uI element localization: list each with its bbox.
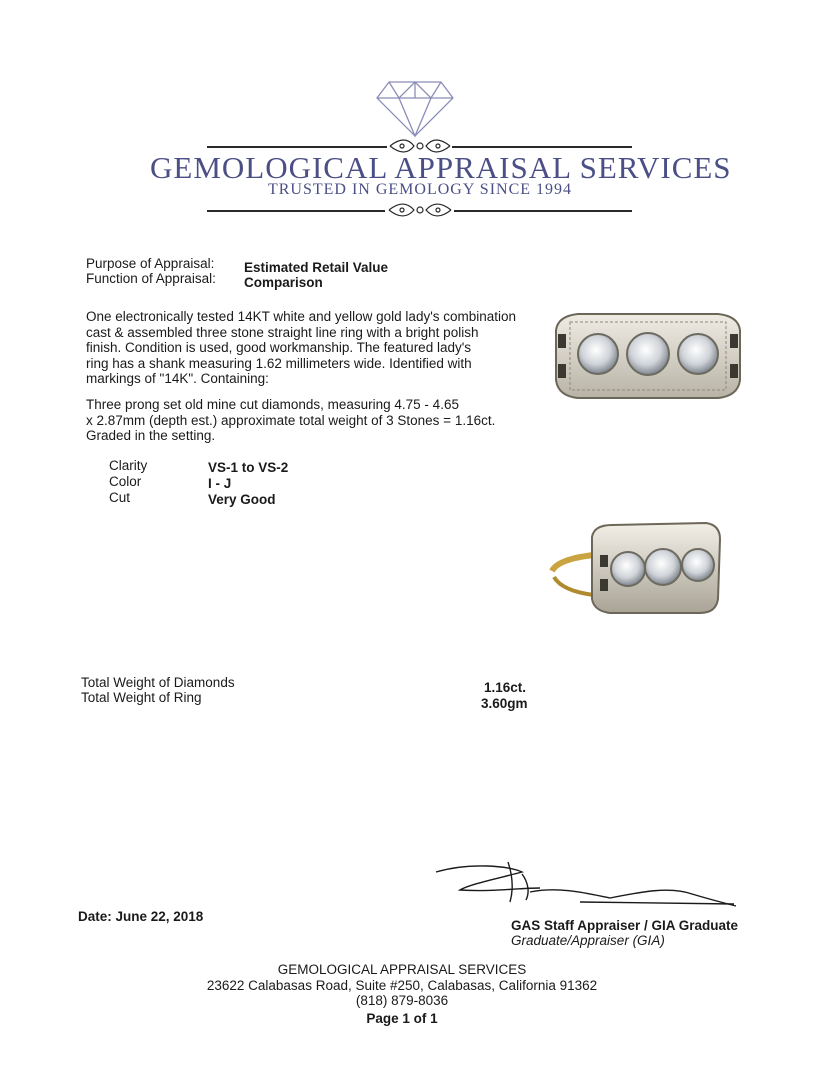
- color-label: Color: [109, 474, 142, 489]
- total-diamonds-label: Total Weight of Diamonds: [81, 675, 235, 690]
- header-rule-top-right: [452, 146, 632, 148]
- appraiser-subtitle: Graduate/Appraiser (GIA): [511, 933, 665, 948]
- stones-line: Three prong set old mine cut diamonds, measuring 4.75 - 4.65: [86, 397, 459, 412]
- color-value: I - J: [208, 476, 232, 491]
- total-ring-value: 3.60gm: [481, 696, 528, 711]
- total-ring-label: Total Weight of Ring: [81, 690, 202, 705]
- scroll-ornament-bottom-icon: [387, 200, 453, 225]
- cut-label: Cut: [109, 490, 131, 505]
- stones-line: Graded in the setting.: [86, 428, 216, 443]
- appraiser-title: GAS Staff Appraiser / GIA Graduate: [511, 918, 739, 933]
- cut-value: Very Good: [208, 492, 276, 507]
- description-line: finish. Condition is used, good workmanship. The featured lady's: [86, 340, 472, 355]
- appraisal-date: Date: June 22, 2018: [78, 909, 204, 924]
- description-line: ring has a shank measuring 1.62 millimeters wide. Identified with: [86, 355, 472, 371]
- header-rule-top: [207, 146, 387, 148]
- diamond-logo-icon: [375, 80, 455, 143]
- description-line: One electronically tested 14KT white and yellow gold lady's combination: [86, 309, 517, 324]
- stones-paragraph: [86, 397, 526, 444]
- org-tagline: TRUSTED IN GEMOLOGY SINCE 1994: [267, 181, 573, 198]
- header-rule-bottom: [207, 210, 385, 212]
- function-label: Function of Appraisal:: [86, 271, 216, 286]
- function-value: Comparison: [244, 275, 323, 290]
- signature-icon: [430, 858, 740, 919]
- header-rule-bottom-right: [454, 210, 632, 212]
- description-line: cast & assembled three stone straight line ring with a bright polish: [86, 324, 479, 340]
- total-diamonds-value: 1.16ct.: [484, 680, 527, 695]
- description-paragraph: [86, 309, 526, 387]
- clarity-value: VS-1 to VS-2: [208, 460, 289, 475]
- footer-phone: (818) 879-8036: [355, 993, 449, 1008]
- footer-org: GEMOLOGICAL APPRAISAL SERVICES: [277, 962, 527, 977]
- clarity-label: Clarity: [109, 458, 148, 473]
- stones-line: x 2.87mm (depth est.) approximate total weight of 3 Stones = 1.16ct.: [86, 412, 496, 428]
- ring-photo-top: [548, 300, 748, 415]
- purpose-value: Estimated Retail Value: [244, 260, 389, 275]
- purpose-label: Purpose of Appraisal:: [86, 256, 215, 271]
- org-name: GEMOLOGICAL APPRAISAL SERVICES: [150, 150, 732, 185]
- page-number: Page 1 of 1: [366, 1011, 438, 1026]
- footer-address: 23622 Calabasas Road, Suite #250, Calabasas, California 91362: [206, 978, 598, 993]
- ring-photo-angled: [548, 515, 728, 630]
- description-line: markings of "14K". Containing:: [86, 371, 269, 386]
